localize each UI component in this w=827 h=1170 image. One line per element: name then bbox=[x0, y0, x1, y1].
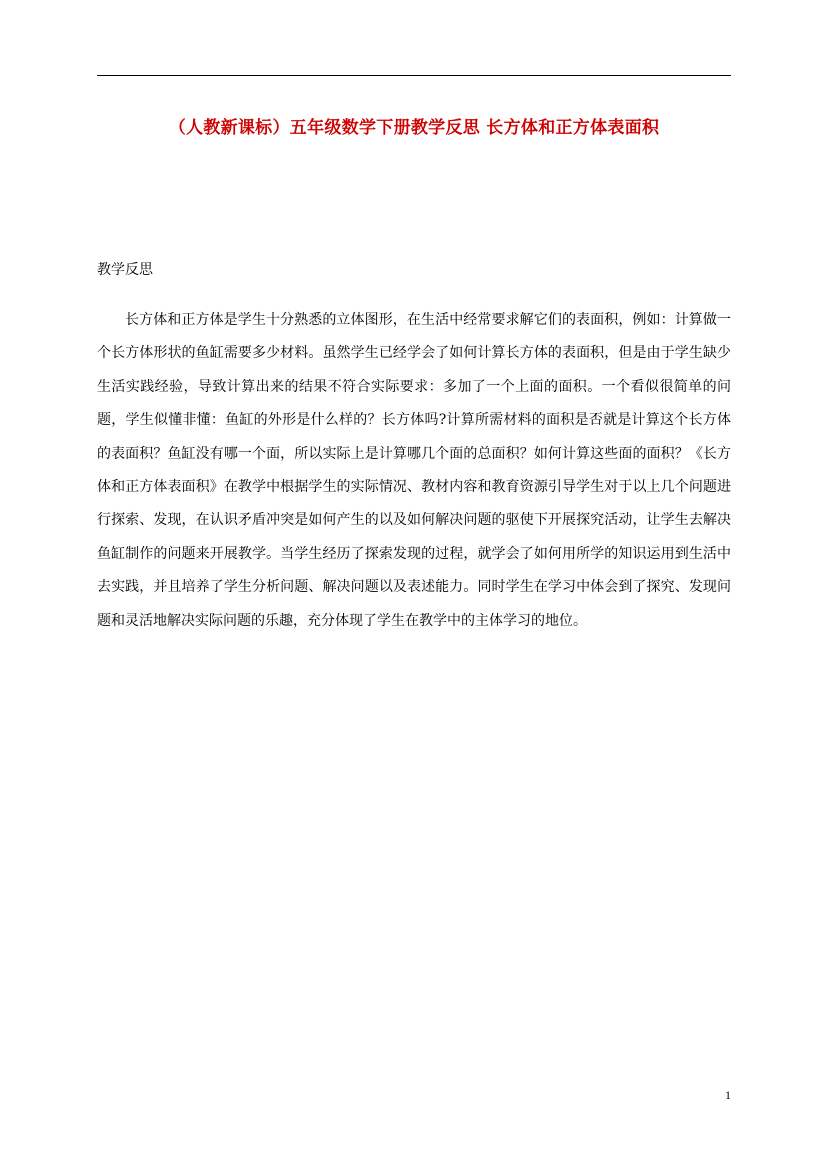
page-number: 1 bbox=[725, 1088, 731, 1102]
section-heading: 教学反思 bbox=[97, 262, 153, 278]
document-title: （人教新课标）五年级数学下册教学反思 长方体和正方体表面积 bbox=[168, 118, 660, 138]
body-paragraph: 长方体和正方体是学生十分熟悉的立体图形，在生活中经常要求解它们的表面积，例如：计算做一个长方体形状的鱼缸需要多少材料。虽然学生已经学会了如何计算长方体的表面积，但是由于学生缺少生活实践经验，导致计算出来的结果不符合实际要求：多加了一个上面的面积。一个看似很简单的问题，学生似懂非懂：鱼缸的外形是什么样的？长方体吗?计算所需材料的面积是否就是计算这个长方体的表面积？鱼缸没有哪一个面，所以实际上是计算哪几个面的总面积？如何计算这些面的面积？《长方体和正方体表面积》在教学中根据学生的实际情况、教材内容和教育资源引导学生对于以上几个问题进行探索、发现，在认识矛盾冲突是如何产生的以及如何解决问题的驱使下开展探究活动，让学生去解决鱼缸制作的问题来开展教学。当学生经历了探索发现的过程，就学会了如何用所学的知识运用到生活中去实践，并且培养了学生分析问题、解决问题以及表述能力。同时学生在学习中体会到了探究、发现问题和灵活地解决实际问题的乐趣，充分体现了学生在教学中的主体学习的地位。 bbox=[97, 312, 731, 629]
header-rule bbox=[97, 75, 731, 76]
